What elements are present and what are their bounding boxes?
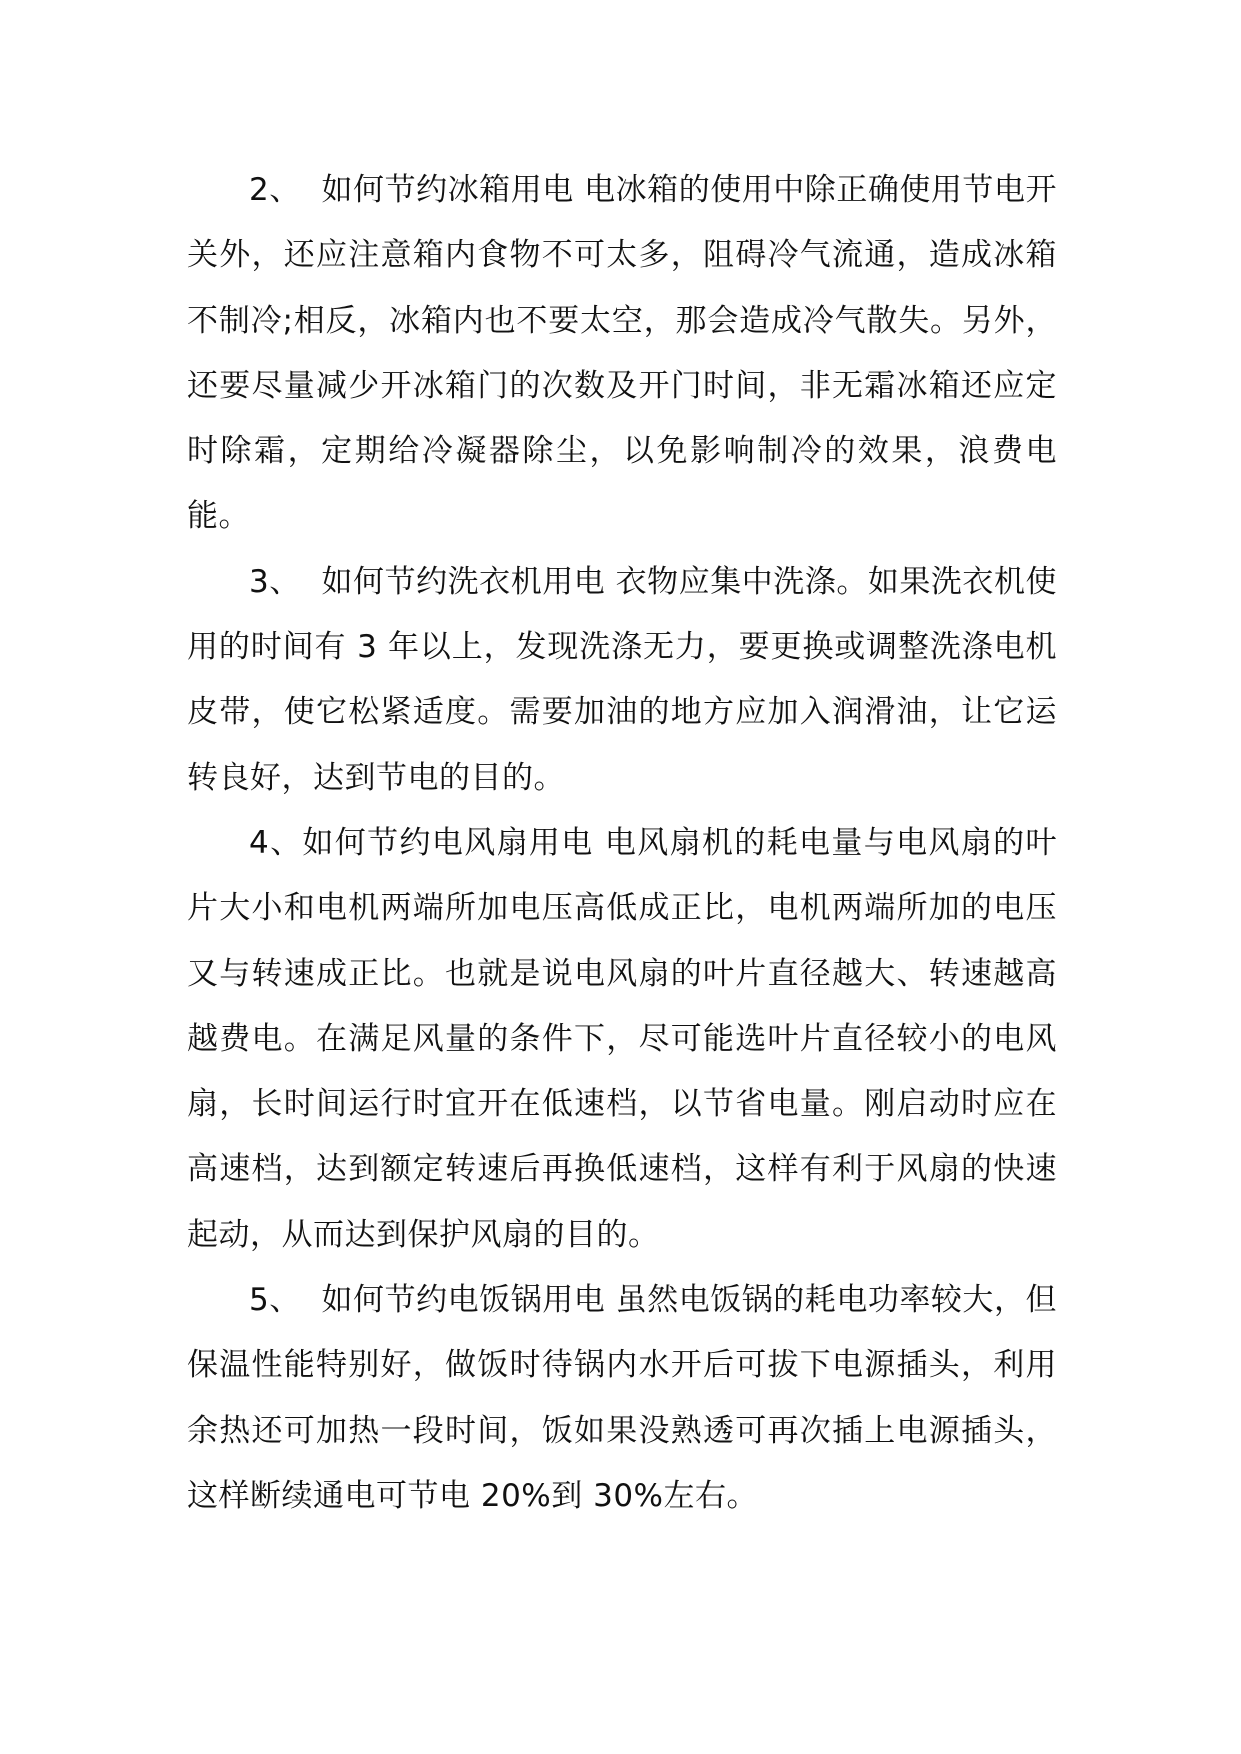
document-body xyxy=(187,158,1057,1529)
paragraph-washing-machine: 3、 如何节约洗衣机用电 衣物应集中洗涤。如果洗衣机使用的时间有 3 年以上，发现洗涤无力，要更换或调整洗涤电机皮带，使它松紧适度。需要加油的地方应加入润滑油，让它运转良好，达到节电的目的。 xyxy=(187,563,1057,796)
paragraph-rice-cooker: 5、 如何节约电饭锅用电 虽然电饭锅的耗电功率较大，但保温性能特别好，做饭时待锅内水开后可拔下电源插头，利用余热还可加热一段时间，饭如果没熟透可再次插上电源插头，这样断续通电可节电 20%到 30%左右。 xyxy=(187,1282,1057,1514)
paragraph-electric-fan: 4、如何节约电风扇用电 电风扇机的耗电量与电风扇的叶片大小和电机两端所加电压高低成正比，电机两端所加的电压又与转速成正比。也就是说电风扇的叶片直径越大、转速越高越费电。在满足风量的条件下，尽可能选叶片直径较小的电风扇，长时间运行时宜开在低速档，以节省电量。刚启动时应在高速档，达到额定转速后再换低速档，这样有利于风扇的快速起动，从而达到保护风扇的目的。 xyxy=(187,824,1057,1253)
paragraph-refrigerator: 2、 如何节约冰箱用电 电冰箱的使用中除正确使用节电开关外，还应注意箱内食物不可太多，阻碍冷气流通，造成冰箱不制冷;相反，冰箱内也不要太空，那会造成冷气散失。另外，还要尽量减少开冰箱门的次数及开门时间，非无霜冰箱还应定时除霜，定期给冷凝器除尘，以免影响制冷的效果，浪费电能。 xyxy=(187,172,1057,535)
